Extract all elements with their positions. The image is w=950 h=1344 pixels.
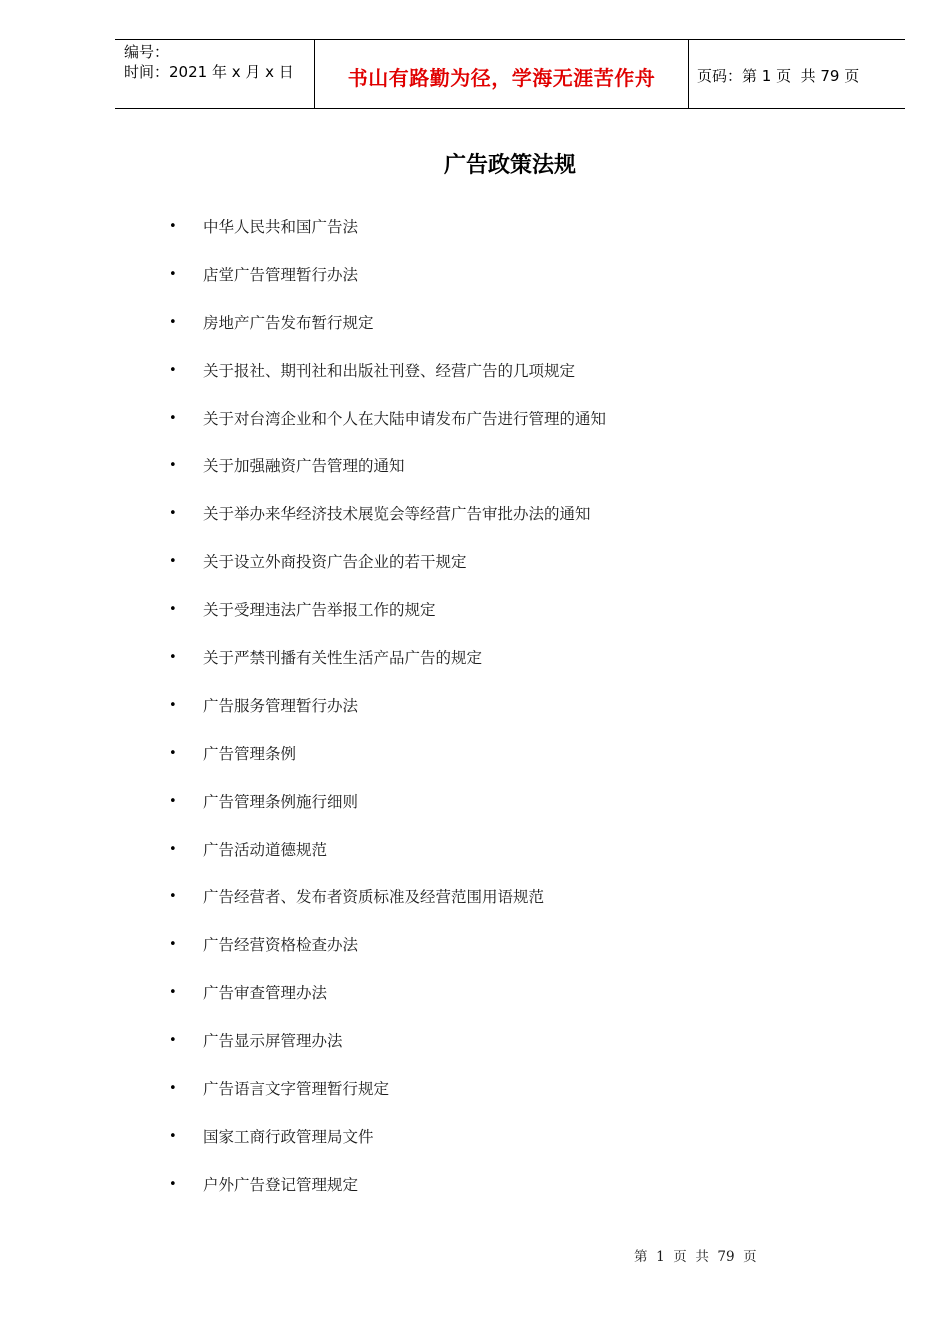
list-item [168, 743, 606, 791]
list-item-label: 广告服务管理暂行办法 [203, 696, 359, 715]
page-info: 页码：第 1 页 共 79 页 [697, 66, 860, 85]
list-item [168, 216, 606, 264]
list-item [168, 312, 606, 360]
list-item [168, 599, 606, 647]
list-item [168, 408, 606, 456]
bullet-icon: • [169, 745, 177, 761]
list-item-label: 广告经营资格检查办法 [203, 936, 359, 955]
bullet-icon: • [169, 314, 177, 330]
bullet-icon: • [169, 410, 177, 426]
list-item [168, 503, 606, 551]
bullet-icon: • [169, 793, 177, 809]
list-item-label: 广告审查管理办法 [203, 984, 328, 1003]
time-label: 时间：2021 年 x 月 x 日 [124, 63, 294, 81]
list-item-label: 房地产广告发布暂行规定 [203, 313, 374, 332]
list-item-label: 国家工商行政管理局文件 [203, 1127, 374, 1146]
bullet-icon: • [169, 937, 177, 953]
list-item [168, 1078, 606, 1126]
bullet-icon: • [169, 1081, 177, 1097]
list-item [168, 455, 606, 503]
bullet-icon: • [169, 602, 177, 618]
header-meta [115, 40, 315, 108]
bullet-icon: • [169, 1176, 177, 1192]
page-title: 广告政策法规 [443, 153, 576, 178]
bullet-icon: • [169, 506, 177, 522]
list-item [168, 647, 606, 695]
list-item [168, 360, 606, 408]
bullet-icon: • [169, 1033, 177, 1049]
regulation-list [168, 216, 606, 1222]
list-item-label: 关于严禁刊播有关性生活产品广告的规定 [203, 649, 483, 668]
bullet-icon: • [169, 1128, 177, 1144]
list-item-label: 中华人民共和国广告法 [203, 218, 359, 236]
list-item [168, 1030, 606, 1078]
list-item-label: 户外广告登记管理规定 [203, 1175, 359, 1194]
list-item-label: 店堂广告管理暂行办法 [203, 265, 359, 284]
bullet-icon: • [169, 219, 177, 234]
bullet-icon: • [169, 362, 177, 378]
page-header [115, 39, 905, 109]
bullet-icon: • [169, 697, 177, 713]
motto: 书山有路勤为径，学海无涯苦作舟 [347, 65, 656, 90]
list-item-label: 广告管理条例 [203, 744, 297, 763]
page-footer: 第 1 页 共 79 页 [634, 1249, 757, 1265]
list-item-label: 广告显示屏管理办法 [203, 1032, 343, 1051]
list-item [168, 695, 606, 743]
list-item-label: 广告经营者、发布者资质标准及经营范围用语规范 [203, 888, 545, 907]
bullet-icon: • [169, 554, 177, 570]
number-label: 编号： [124, 43, 170, 61]
bullet-icon: • [169, 650, 177, 666]
list-item [168, 551, 606, 599]
list-item-label: 关于设立外商投资广告企业的若干规定 [203, 553, 467, 572]
bullet-icon: • [169, 266, 177, 282]
list-item-label: 关于对台湾企业和个人在大陆申请发布广告进行管理的通知 [203, 409, 607, 428]
list-item-label: 关于报社、期刊社和出版社刊登、经营广告的几项规定 [203, 361, 576, 380]
header-motto-cell [315, 40, 689, 108]
list-item [168, 886, 606, 934]
list-item-label: 广告语言文字管理暂行规定 [203, 1080, 390, 1099]
list-item-label: 关于受理违法广告举报工作的规定 [203, 601, 436, 620]
list-item [168, 1174, 606, 1222]
list-item [168, 934, 606, 982]
bullet-icon: • [169, 841, 177, 857]
list-item [168, 982, 606, 1030]
bullet-icon: • [169, 458, 177, 474]
list-item-label: 广告管理条例施行细则 [203, 792, 359, 811]
list-item [168, 1126, 606, 1174]
list-item-label: 广告活动道德规范 [203, 840, 328, 859]
list-item-label: 关于加强融资广告管理的通知 [203, 457, 405, 476]
list-item [168, 839, 606, 887]
list-item [168, 264, 606, 312]
list-item-label: 关于举办来华经济技术展览会等经营广告审批办法的通知 [203, 505, 591, 524]
bullet-icon: • [169, 985, 177, 1001]
bullet-icon: • [169, 889, 177, 905]
list-item [168, 791, 606, 839]
